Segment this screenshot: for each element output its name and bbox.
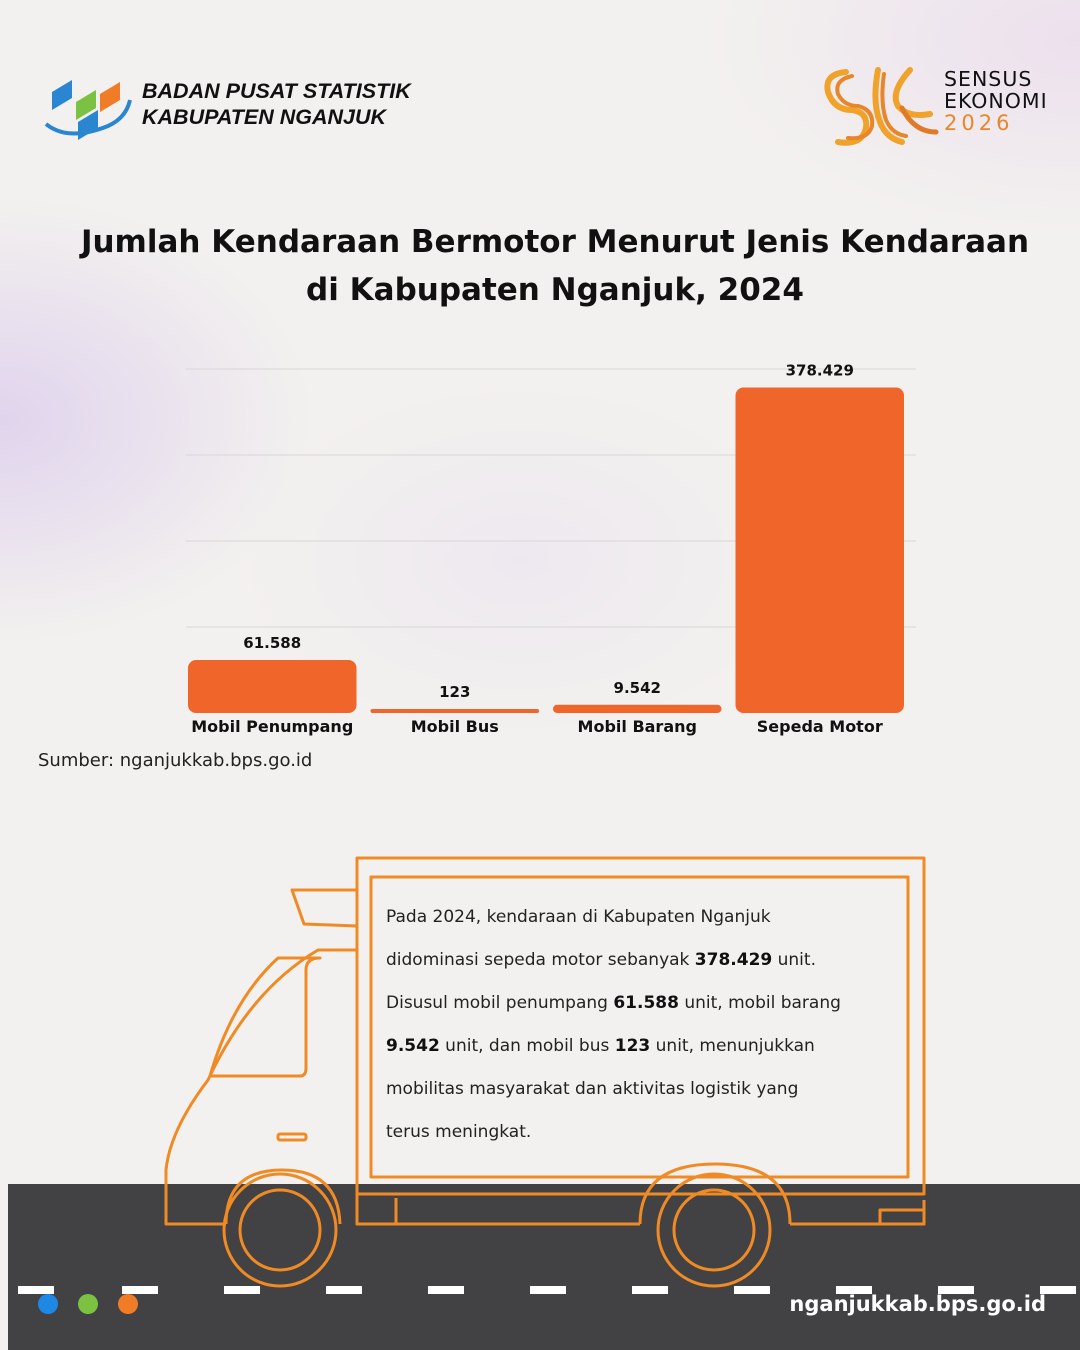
bar-mobil-barang: [553, 705, 722, 713]
category-label: Sepeda Motor: [756, 717, 883, 736]
org-name-line2: KABUPATEN NGANJUK: [142, 105, 387, 129]
bar-mobil-bus: [371, 709, 540, 713]
info-text: Pada 2024, kendaraan di Kabupaten Nganjuk: [386, 907, 771, 927]
website-link[interactable]: nganjukkab.bps.go.id: [789, 1292, 1046, 1316]
info-text: unit, mobil barang: [678, 993, 841, 1013]
chart-title: [40, 218, 1070, 314]
info-value-mobil-bus: 123: [614, 1036, 651, 1056]
category-label: Mobil Penumpang: [191, 717, 354, 736]
bar-chart: [0, 340, 1080, 760]
data-label: 378.429: [785, 361, 854, 380]
info-text: Disusul mobil penumpang: [386, 993, 614, 1013]
sensus-line1: SENSUS: [944, 67, 1033, 91]
chart-title-line2: di Kabupaten Nganjuk, 2024: [306, 272, 804, 308]
orange-dot-icon: [118, 1294, 138, 1314]
cab-window: [210, 958, 320, 1076]
source-note: Sumber: nganjukkab.bps.go.id: [38, 750, 313, 771]
bar-sepeda-motor: [736, 388, 905, 713]
sensus-ekonomi-logo-icon: [818, 62, 940, 154]
info-text: didominasi sepeda motor sebanyak: [386, 950, 695, 970]
blue-dot-icon: [38, 1294, 58, 1314]
info-line: [386, 896, 898, 939]
green-dot-icon: [78, 1294, 98, 1314]
sensus-year: 2026: [944, 111, 1014, 135]
info-text: unit, dan mobil bus: [439, 1036, 615, 1056]
info-line: [386, 1068, 898, 1111]
info-text: terus meningkat.: [386, 1122, 532, 1142]
cab-outline: [166, 890, 357, 1224]
info-line: [386, 939, 898, 982]
info-value-mobil-penumpang: 61.588: [613, 993, 679, 1013]
info-text: unit, menunjukkan: [650, 1036, 815, 1056]
info-text: mobilitas masyarakat dan aktivitas logistik yang: [386, 1079, 799, 1099]
category-label: Mobil Bus: [410, 717, 499, 736]
bps-logo-icon: [38, 72, 134, 146]
sensus-ekonomi-text: [944, 68, 1048, 134]
info-line: [386, 1025, 898, 1068]
info-paragraph: [386, 896, 898, 1154]
org-name: [142, 78, 411, 130]
info-value-sepeda-motor: 378.429: [694, 950, 773, 970]
sensus-line2: EKONOMI: [944, 89, 1048, 113]
category-label: Mobil Barang: [577, 717, 697, 736]
bar-mobil-penumpang: [188, 660, 357, 713]
info-line: [386, 982, 898, 1025]
door-handle: [278, 1134, 306, 1140]
data-label: 61.588: [243, 634, 302, 653]
chart-title-line1: Jumlah Kendaraan Bermotor Menurut Jenis Kendaraan: [80, 224, 1030, 260]
org-name-line1: BADAN PUSAT STATISTIK: [142, 79, 411, 103]
info-value-mobil-barang: 9.542: [386, 1036, 440, 1056]
info-text: unit.: [772, 950, 816, 970]
data-label: 123: [439, 683, 471, 701]
data-label: 9.542: [613, 678, 661, 697]
info-line: [386, 1111, 898, 1154]
